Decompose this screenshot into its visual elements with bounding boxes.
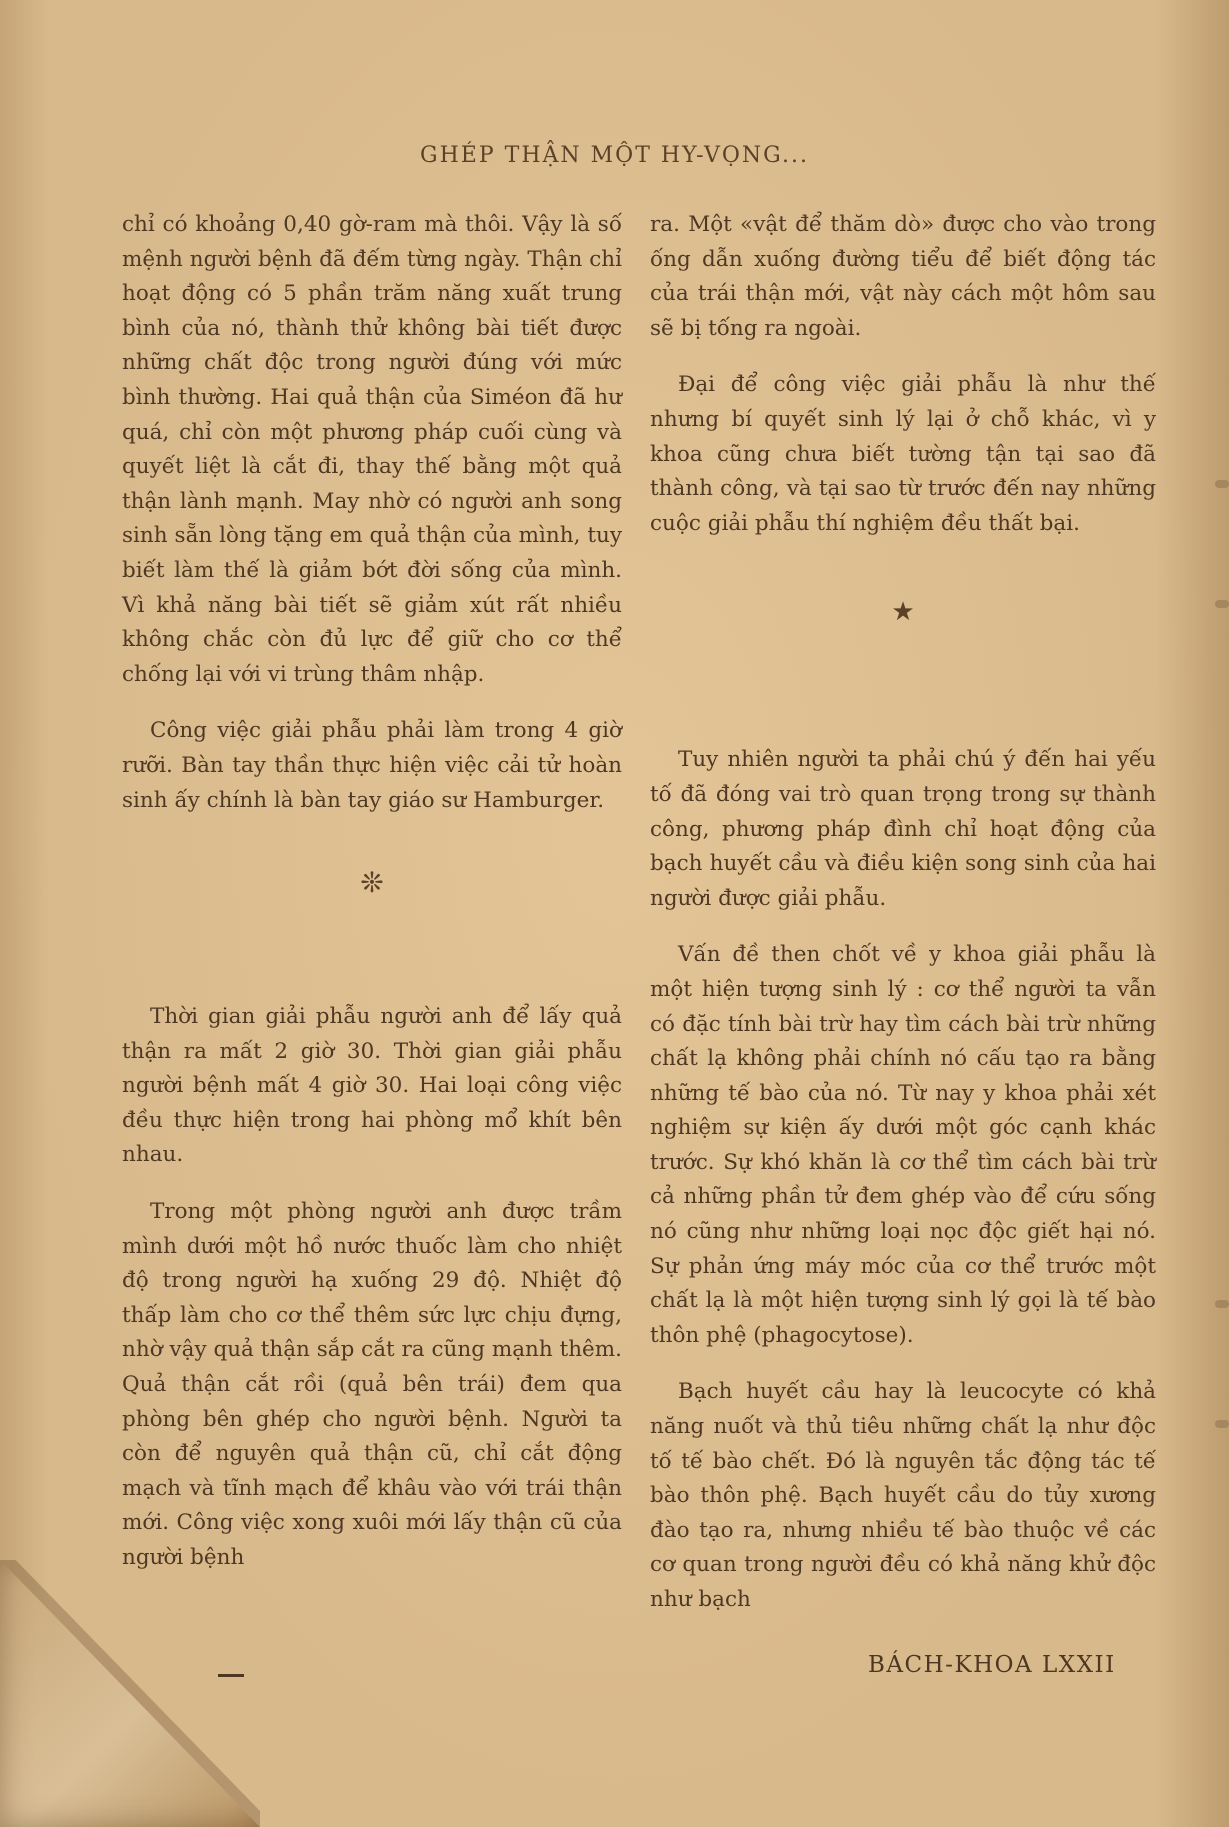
paragraph: Công việc giải phẫu phải làm trong 4 giờ rưỡi. Bàn tay thần thực hiện việc cải tử hoàn sinh ấy chính là bàn tay giáo sư Hamburger.: [122, 718, 622, 813]
right-column: [650, 208, 1156, 1640]
paragraph: Thời gian giải phẫu người anh để lấy quả thận ra mất 2 giờ 30. Thời gian giải phẫu người bệnh mất 4 giờ 30. Hai loại công việc đều thực hiện trong hai phòng mổ khít bên nhau.: [122, 1004, 622, 1168]
left-column: [122, 208, 622, 1598]
footer-rule: [218, 1674, 244, 1677]
paragraph: ra. Một «vật để thăm dò» được cho vào trong ống dẫn xuống đường tiểu để biết động tác của trái thận mới, vật này cách một hôm sau sẽ bị tống ra ngoài.: [650, 212, 1156, 341]
paragraph: Vấn đề then chốt về y khoa giải phẫu là một hiện tượng sinh lý : cơ thể người ta vẫn có đặc tính bài trừ hay tìm cách bài trừ những chất lạ không phải chính nó cấu tạo ra bằng những tế bào của nó. Từ nay y khoa phải xét nghiệm sự kiện ấy dưới một góc cạnh khác trước. Sự khó khăn là cơ thể tìm cách bài trừ cả những phần tử đem ghép vào để cứu sống nó cũng như những loại nọc độc giết hại nó. Sự phản ứng máy móc của cơ thể trước một chất lạ là một hiện tượng sinh lý gọi là tế bào thôn phệ (phagocytose).: [650, 942, 1156, 1348]
paragraph: Bạch huyết cầu hay là leucocyte có khả năng nuốt và thủ tiêu những chất lạ như độc tố tế bào chết. Đó là nguyên tắc động tác tế bào thôn phệ. Bạch huyết cầu do tủy xương đào tạo ra, nhưng nhiều tế bào thuộc về các cơ quan trong người đều có khả năng khử độc như bạch: [650, 1379, 1156, 1612]
paragraph: Đại để công việc giải phẫu là như thế nhưng bí quyết sinh lý lại ở chỗ khác, vì y khoa cũng chưa biết tường tận tại sao đã thành công, và tại sao từ trước đến nay những cuộc giải phẫu thí nghiệm đều thất bại.: [650, 372, 1156, 536]
paragraph: Trong một phòng người anh được trầm mình dưới một hồ nước thuốc làm cho nhiệt độ trong người hạ xuống 29 độ. Nhiệt độ thấp làm cho cơ thể thêm sức lực chịu đựng, nhờ vậy quả thận sắp cắt ra cũng mạnh thêm. Quả thận cắt rồi (quả bên trái) đem qua phòng bên ghép cho người bệnh. Người ta còn để nguyên quả thận cũ, chỉ cắt động mạch và tĩnh mạch để khâu vào với trái thận mới. Công việc xong xuôi mới lấy thận cũ của người bệnh: [122, 1199, 622, 1570]
binding-mark: [1215, 480, 1229, 488]
binding-mark: [1215, 1300, 1229, 1308]
running-header: GHÉP THẬN MỘT HY-VỌNG...: [420, 143, 809, 168]
binding-mark: [1215, 1420, 1229, 1428]
binding-mark: [1215, 600, 1229, 608]
paragraph: Tuy nhiên người ta phải chú ý đến hai yếu tố đã đóng vai trò quan trọng trong sự thành công, phương pháp đình chỉ hoạt động của bạch huyết cầu và điều kiện song sinh của hai người được giải phẫu.: [650, 747, 1156, 911]
section-ornament: ❊: [360, 866, 384, 900]
star-ornament: ★: [891, 597, 915, 628]
journal-footer: BÁCH-KHOA LXXII: [868, 1652, 1116, 1678]
paragraph: chỉ có khoảng 0,40 gờ-ram mà thôi. Vậy là số mệnh người bệnh đã đếm từng ngày. Thận chỉ hoạt động có 5 phần trăm năng xuất trung bình của nó, thành thử không bài tiết được những chất độc trong người đúng với mức bình thường. Hai quả thận của Siméon đã hư quá, chỉ còn một phương pháp cuối cùng và quyết liệt là cắt đi, thay thế bằng một quả thận lành mạnh. May nhờ có người anh song sinh sẵn lòng tặng em quả thận của mình, tuy biết làm thế là giảm bớt đời sống của mình. Vì khả năng bài tiết sẽ giảm xút rất nhiều không chắc còn đủ lực để giữ cho cơ thể chống lại với vi trùng thâm nhập.: [122, 212, 622, 687]
